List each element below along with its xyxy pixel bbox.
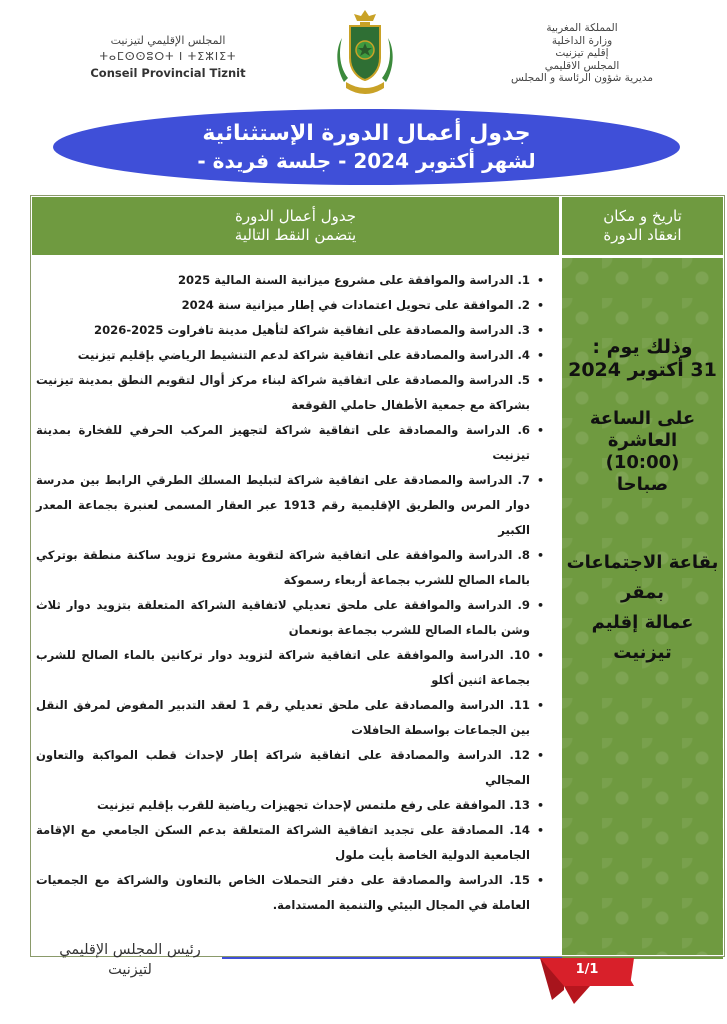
date-place-column — [562, 258, 723, 955]
session-time-line: صباحا — [616, 474, 669, 495]
page-number: 1/1 — [575, 962, 599, 977]
agenda-item — [36, 793, 548, 818]
bullet-icon: • — [536, 599, 544, 612]
header-line: وزارة الداخلية — [551, 34, 613, 47]
council-logo — [88, 34, 248, 80]
session-place-line: بقاعة الاجتماعات — [566, 552, 719, 573]
bullet-icon: • — [536, 349, 544, 362]
footer-rule — [222, 957, 562, 959]
agenda-item — [36, 593, 548, 643]
session-date-label: وذلك يوم : — [592, 336, 693, 358]
agenda-item-text: 4. الدراسة والمصادقة على اتفاقية شراكة لدعم التنشيط الرياضي بإقليم تيزنيت — [77, 348, 530, 362]
agenda-item-text: 7. الدراسة والمصادقة على اتفاقية شراكة لتبليط المسلك الطرقي الرابط بين مدرسة دوار المرس والطريق الإقليمية رقم 1913 عبر العقار المسمى لعنبرة بجماعة المعدر الكبير — [36, 473, 530, 537]
session-place-line: عمالة إقليم — [591, 612, 694, 633]
agenda-item-text: 5. الدراسة والمصادقة على اتفاقية شراكة لبناء مركز أوال لتقويم النطق بمدينة تيزنيت بشراكة مع جمعية الأطفال حاملي القوقعة — [36, 373, 530, 412]
council-name-tifinagh: ⵜⴰⵎⵙⵙⵓⵔⵜ ⵏ ⵜⵉⵣⵏⵉⵜ — [99, 50, 237, 63]
agenda-item — [36, 293, 548, 318]
date-place-header-line: انعقاد الدورة — [603, 226, 682, 244]
session-place — [562, 548, 723, 668]
session-time-line: (10:00) — [605, 452, 680, 473]
agenda-item — [36, 343, 548, 368]
agenda-items-list — [36, 268, 548, 918]
session-time — [562, 408, 723, 496]
agenda-item-text: 8. الدراسة والموافقة على اتفاقية شراكة لتقوية مشروع تزويد ساكنة منطقة بوتركي بالماء الصالح للشرب بجماعة أربعاء رسموكة — [36, 548, 530, 587]
bullet-icon: • — [536, 549, 544, 562]
header-line: المملكة المغربية — [546, 22, 618, 34]
agenda-column-header — [32, 197, 559, 255]
signature-title: رئيس المجلس الإقليمي — [59, 942, 201, 958]
agenda-item — [36, 818, 548, 868]
page-number-badge — [534, 956, 640, 1006]
bullet-icon: • — [536, 274, 544, 287]
council-name-arabic: المجلس الإقليمي لتيزنيت — [110, 34, 226, 47]
session-time-line: العاشرة — [607, 430, 678, 451]
header-authority — [477, 22, 687, 85]
agenda-item-text: 2. الموافقة على تحويل اعتمادات في إطار ميزانية سنة 2024 — [181, 298, 530, 312]
agenda-item — [36, 268, 548, 293]
session-date — [562, 336, 723, 382]
agenda-header-line: يتضمن النقط التالية — [234, 226, 357, 244]
agenda-item-text: 3. الدراسة والمصادقة على اتفاقية شراكة لتأهيل مدينة تافراوت 2025-2026 — [94, 323, 530, 337]
signature-block — [40, 940, 220, 980]
date-place-header-line: تاريخ و مكان — [603, 207, 682, 225]
agenda-item — [36, 418, 548, 468]
bullet-icon: • — [536, 649, 544, 662]
header-line: المجلس الاقليمي — [544, 59, 620, 72]
session-date-value: 31 أكتوبر 2024 — [568, 359, 717, 381]
council-name-french: Conseil Provincial Tiznit — [90, 66, 246, 80]
agenda-header-line: جدول أعمال الدورة — [234, 207, 357, 225]
agenda-item — [36, 368, 548, 418]
bullet-icon: • — [536, 699, 544, 712]
agenda-item — [36, 543, 548, 593]
header-line: إقليم تيزنيت — [555, 47, 609, 59]
session-place-line: تيزنيت — [613, 642, 672, 663]
date-place-column-header — [562, 197, 723, 255]
bullet-icon: • — [536, 299, 544, 312]
signature-city: لتيزنيت — [108, 962, 152, 978]
agenda-item-text: 12. الدراسة والمصادقة على اتفاقية شراكة إطار لإحداث قطب المواكبة والتعاون المجالي — [36, 748, 530, 787]
agenda-item-text: 15. الدراسة والمصادقة على دفتر التحملات الخاص بالتعاون والشراكة مع الجمعيات العاملة في المجال البيئي والتنمية المستدامة. — [36, 873, 530, 912]
bullet-icon: • — [536, 824, 544, 837]
title-line-1: جدول أعمال الدورة الإستثنائية — [202, 121, 531, 146]
agenda-item — [36, 468, 548, 543]
agenda-item — [36, 643, 548, 693]
coat-of-arms-icon — [336, 8, 394, 98]
agenda-item-text: 9. الدراسة والموافقة على ملحق تعديلي لاتفاقية الشراكة المتعلقة بتزويد دوار ثلاث وشن بالماء الصالح للشرب بجماعة بونعمان — [36, 598, 530, 637]
agenda-item-text: 14. المصادقة على تجديد اتفاقية الشراكة المتعلقة بدعم السكن الجامعي مع الإقامة الجامعية الدولية الخاصة بأيت ملول — [36, 823, 530, 862]
bullet-icon: • — [536, 424, 544, 437]
session-place-line: بمقر — [621, 582, 664, 603]
agenda-item — [36, 743, 548, 793]
session-time-line: على الساعة — [589, 408, 696, 429]
agenda-item-text: 6. الدراسة والمصادقة على اتفاقية شراكة لتجهيز المركب الحرفي للفخارة بمدينة تيزنيت — [36, 423, 530, 462]
agenda-item — [36, 868, 548, 918]
agenda-item-text: 11. الدراسة والمصادقة على ملحق تعديلي رقم 1 لعقد التدبير المفوض لمرفق النقل بين الجماعات بواسطة الحافلات — [36, 698, 530, 737]
agenda-item-text: 13. الموافقة على رفع ملتمس لإحداث تجهيزات رياضية للقرب بإقليم تيزنيت — [97, 798, 530, 812]
agenda-item — [36, 693, 548, 743]
bullet-icon: • — [536, 874, 544, 887]
agenda-item-text: 1. الدراسة والموافقة على مشروع ميزانية السنة المالية 2025 — [177, 273, 530, 287]
header-line: مديرية شؤون الرئاسة و المجلس — [510, 72, 654, 84]
bullet-icon: • — [536, 749, 544, 762]
bullet-icon: • — [536, 374, 544, 387]
bullet-icon: • — [536, 474, 544, 487]
title-line-2: لشهر أكتوبر 2024 - جلسة فريدة - — [197, 149, 536, 173]
agenda-item-text: 10. الدراسة والموافقة على اتفاقية شراكة لتزويد دوار تركانين بالماء الصالح للشرب بجماعة اثنين أكلو — [36, 648, 530, 687]
bullet-icon: • — [536, 324, 544, 337]
agenda-item — [36, 318, 548, 343]
document-title — [53, 109, 680, 185]
bullet-icon: • — [536, 799, 544, 812]
